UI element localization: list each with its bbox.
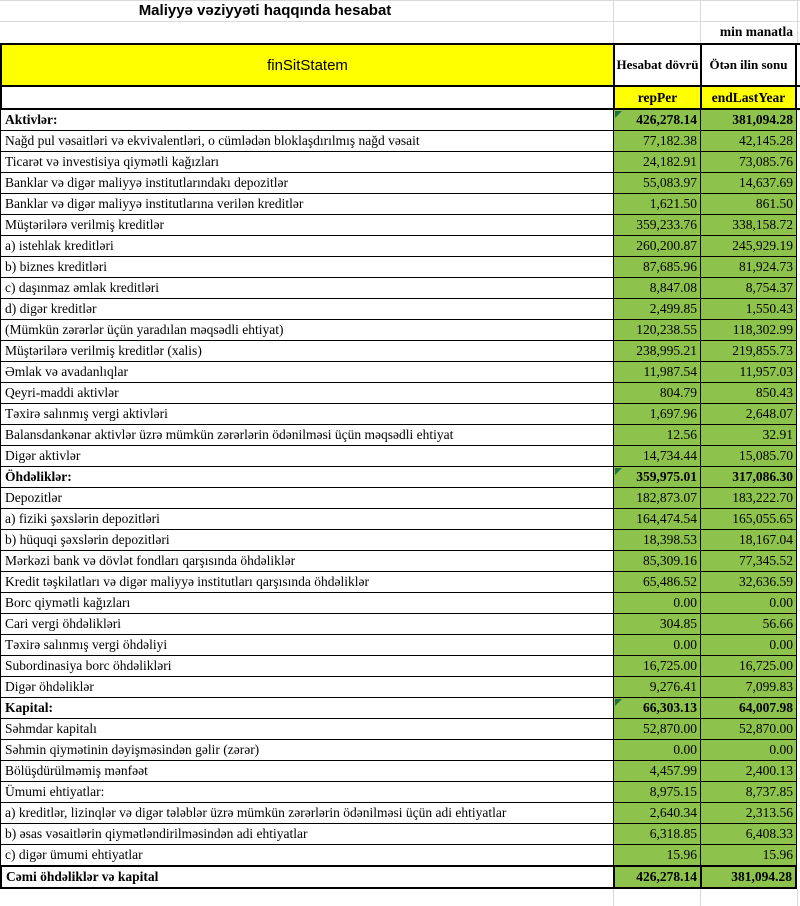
cell-flag-triangle-icon: [615, 699, 622, 706]
row-value-end-last-year[interactable]: [700, 425, 797, 446]
table-row: [0, 236, 800, 257]
cell-value: 73,085.76: [739, 154, 793, 169]
table-row: [0, 278, 800, 299]
row-label-cell[interactable]: Müştərilərə verilmiş kreditlər: [0, 215, 613, 236]
row-value-reporting-period[interactable]: [613, 257, 700, 278]
cell-value: 64,007.98: [739, 700, 793, 715]
table-row: [0, 446, 800, 467]
row-label-cell[interactable]: (Mümkün zərərlər üçün yaradılan məqsədli ehtiyat): [0, 320, 613, 341]
row-value-reporting-period[interactable]: [613, 761, 700, 782]
row-value-reporting-period[interactable]: [613, 614, 700, 635]
row-label-cell[interactable]: Digər öhdəliklər: [0, 677, 613, 698]
cell-value: 32,636.59: [739, 574, 793, 589]
row-value-end-last-year[interactable]: [700, 446, 797, 467]
cell-value: 1,621.50: [649, 196, 697, 211]
cell-value: 0.00: [673, 595, 697, 610]
cell-value: 12.56: [666, 427, 697, 442]
cell-value: 0.00: [769, 595, 793, 610]
row-value-end-last-year[interactable]: [700, 803, 797, 824]
table-row: [0, 341, 800, 362]
row-value-end-last-year[interactable]: [700, 740, 797, 761]
row-label-cell[interactable]: c) digər ümumi ehtiyatlar: [0, 845, 613, 866]
cell-value: 1,550.43: [745, 301, 793, 316]
row-value-reporting-period[interactable]: [613, 656, 700, 677]
cell-value: 9,276.41: [649, 679, 697, 694]
cell-value: 7,099.83: [745, 679, 793, 694]
table-row: [0, 152, 800, 173]
table-row: [0, 425, 800, 446]
row-value-reporting-period[interactable]: [613, 194, 700, 215]
row-value-reporting-period[interactable]: [613, 572, 700, 593]
row-value-end-last-year[interactable]: [700, 509, 797, 530]
row-label-cell[interactable]: Cəmi öhdəliklər və kapital: [0, 866, 613, 889]
row-value-reporting-period[interactable]: [613, 530, 700, 551]
table-row: [0, 110, 800, 131]
cell-value: 245,929.19: [732, 238, 793, 253]
row-value-reporting-period[interactable]: [613, 488, 700, 509]
cell-value: 0.00: [673, 742, 697, 757]
row-value-reporting-period[interactable]: [613, 173, 700, 194]
table-row: [0, 677, 800, 698]
cell-value: 4,457.99: [649, 763, 697, 778]
row-value-end-last-year[interactable]: [700, 845, 797, 866]
cell-value: 42,145.28: [739, 133, 793, 148]
table-row: [0, 194, 800, 215]
row-value-end-last-year[interactable]: [700, 341, 797, 362]
table-body: [0, 110, 800, 889]
row-label-cell[interactable]: c) daşınmaz əmlak kreditləri: [0, 278, 613, 299]
row-label-cell[interactable]: Mərkəzi bank və dövlət fondları qarşısında öhdəliklər: [0, 551, 613, 572]
cell-value: 14,637.69: [739, 175, 793, 190]
row-value-end-last-year[interactable]: [700, 278, 797, 299]
row-label-cell[interactable]: Müştərilərə verilmiş kreditlər (xalis): [0, 341, 613, 362]
cell-value: 165,055.65: [732, 511, 793, 526]
row-value-end-last-year[interactable]: [700, 383, 797, 404]
row-label-cell[interactable]: Subordinasiya borc öhdəlikləri: [0, 656, 613, 677]
cell-value: 260,200.87: [636, 238, 697, 253]
row-label-cell[interactable]: b) əsas vəsaitlərin qiymətləndirilməsindən adi ehtiyatlar: [0, 824, 613, 845]
row-value-end-last-year[interactable]: [700, 677, 797, 698]
cell-value: 6,318.85: [649, 826, 697, 841]
row-label-cell[interactable]: Nağd pul vəsaitləri və ekvivalentləri, o cümlədən bloklaşdırılmış nağd vəsait: [0, 131, 613, 152]
column-header-reporting-period[interactable]: Hesabat dövrü: [613, 45, 700, 85]
table-row: [0, 614, 800, 635]
cell-value: 56.66: [762, 616, 793, 631]
row-label-cell[interactable]: Banklar və digər maliyyə institutlarındakı depozitlər: [0, 173, 613, 194]
row-value-end-last-year[interactable]: [700, 404, 797, 425]
table-row: [0, 404, 800, 425]
cell-value: 381,094.28: [732, 112, 793, 127]
table-row: [0, 173, 800, 194]
row-value-reporting-period[interactable]: [613, 740, 700, 761]
cell-value: 359,233.76: [636, 217, 697, 232]
row-label-cell[interactable]: Qeyri-maddi aktivlər: [0, 383, 613, 404]
row-value-reporting-period[interactable]: [613, 845, 700, 866]
table-row: [0, 593, 800, 614]
cell-value: 85,309.16: [643, 553, 697, 568]
row-label-cell[interactable]: Öhdəliklər:: [0, 467, 613, 488]
cell-value: 381,094.28: [731, 869, 792, 884]
cell-value: 6,408.33: [745, 826, 793, 841]
row-label-cell[interactable]: Aktivlər:: [0, 110, 613, 131]
cell-value: 2,400.13: [745, 763, 793, 778]
row-value-reporting-period[interactable]: [613, 299, 700, 320]
cell-value: 66,303.13: [643, 700, 697, 715]
row-label-cell[interactable]: Depozitlər: [0, 488, 613, 509]
row-label-cell[interactable]: Ticarət və investisiya qiymətli kağızları: [0, 152, 613, 173]
cell-value: 804.79: [659, 385, 697, 400]
row-value-end-last-year[interactable]: [700, 656, 797, 677]
row-label-cell[interactable]: Əmlak və avadanlıqlar: [0, 362, 613, 383]
row-value-reporting-period[interactable]: [613, 677, 700, 698]
row-label-cell[interactable]: Səhmin qiymətinin dəyişməsindən gəlir (zərər): [0, 740, 613, 761]
row-value-end-last-year[interactable]: [700, 614, 797, 635]
row-label-cell[interactable]: Təxirə salınmış vergi aktivləri: [0, 404, 613, 425]
table-row: [0, 845, 800, 866]
table-row: [0, 299, 800, 320]
row-value-reporting-period[interactable]: [613, 425, 700, 446]
cell-value: 77,182.38: [643, 133, 697, 148]
table-row: [0, 740, 800, 761]
cell-value: 120,238.55: [636, 322, 697, 337]
row-value-reporting-period[interactable]: [613, 635, 700, 656]
row-value-reporting-period[interactable]: [613, 152, 700, 173]
table-row: [0, 803, 800, 824]
column-header-end-last-year[interactable]: Ötən ilin sonu: [700, 45, 797, 85]
form-code-cell[interactable]: finSitStatem: [0, 45, 613, 85]
row-value-reporting-period[interactable]: [613, 236, 700, 257]
row-label-cell[interactable]: Kapital:: [0, 698, 613, 719]
unit-note: min manatla: [719, 24, 793, 39]
table-row: [0, 257, 800, 278]
table-row: [0, 551, 800, 572]
cell-value: 8,847.08: [649, 280, 697, 295]
cell-value: 0.00: [769, 637, 793, 652]
cell-value: 183,222.70: [732, 490, 793, 505]
row-value-reporting-period[interactable]: [613, 131, 700, 152]
table-row: [0, 383, 800, 404]
row-value-end-last-year[interactable]: [700, 719, 797, 740]
row-label-cell[interactable]: a) kreditlər, lizinqlər və digər tələblər üzrə mümkün zərərlərin ödənilməsi üçün adi ehtiyatlar: [0, 803, 613, 824]
cell-value: 1,697.96: [649, 406, 697, 421]
row-value-end-last-year[interactable]: [700, 761, 797, 782]
cell-value: 426,278.14: [636, 112, 697, 127]
cell-value: 238,995.21: [636, 343, 697, 358]
row-label-cell[interactable]: d) digər kreditlər: [0, 299, 613, 320]
cell-value: 2,640.34: [649, 805, 697, 820]
row-label-cell[interactable]: Cari vergi öhdəlikləri: [0, 614, 613, 635]
row-value-reporting-period[interactable]: [613, 278, 700, 299]
row-label-cell[interactable]: b) biznes kreditləri: [0, 257, 613, 278]
row-value-reporting-period[interactable]: [613, 362, 700, 383]
cell-value: 0.00: [769, 742, 793, 757]
row-value-end-last-year[interactable]: [700, 257, 797, 278]
row-value-end-last-year[interactable]: [700, 215, 797, 236]
cell-value: 426,278.14: [636, 869, 697, 884]
cell-value: 55,083.97: [643, 175, 697, 190]
cell-value: 18,398.53: [643, 532, 697, 547]
table-row: [0, 467, 800, 488]
page-title: Maliyyə vəziyyəti haqqında hesabat: [138, 2, 392, 19]
row-label-cell[interactable]: Bölüşdürülməmiş mənfəət: [0, 761, 613, 782]
cell-value: 11,957.03: [739, 364, 793, 379]
row-value-end-last-year[interactable]: [700, 866, 797, 889]
table-row: [0, 488, 800, 509]
table-row: [0, 635, 800, 656]
table-code-row: [0, 87, 800, 110]
row-value-end-last-year[interactable]: [700, 488, 797, 509]
row-value-end-last-year[interactable]: [700, 131, 797, 152]
row-value-reporting-period[interactable]: [613, 341, 700, 362]
cell-value: 164,474.54: [636, 511, 697, 526]
table-row: [0, 782, 800, 803]
row-value-reporting-period[interactable]: [613, 383, 700, 404]
row-label-cell[interactable]: Kredit təşkilatları və digər maliyyə institutları qarşısında öhdəliklər: [0, 572, 613, 593]
gridline: [797, 889, 798, 906]
row-label-cell[interactable]: Səhmdar kapitalı: [0, 719, 613, 740]
row-value-end-last-year[interactable]: [700, 173, 797, 194]
row-value-end-last-year[interactable]: [700, 782, 797, 803]
blank-cell[interactable]: [0, 87, 613, 108]
table-row: [0, 530, 800, 551]
cell-value: 118,302.99: [732, 322, 793, 337]
row-value-reporting-period[interactable]: [613, 698, 700, 719]
cell-flag-triangle-icon: [615, 468, 622, 475]
cell-value: 32.91: [762, 427, 793, 442]
row-label-cell[interactable]: Banklar və digər maliyyə institutlarına verilən kreditlər: [0, 194, 613, 215]
row-value-reporting-period[interactable]: [613, 803, 700, 824]
cell-value: 8,737.85: [745, 784, 793, 799]
table-row: [0, 698, 800, 719]
table-row: [0, 656, 800, 677]
cell-value: 219,855.73: [732, 343, 793, 358]
row-label-cell[interactable]: a) fiziki şəxslərin depozitləri: [0, 509, 613, 530]
row-value-reporting-period[interactable]: [613, 320, 700, 341]
cell-value: 16,725.00: [643, 658, 697, 673]
table-row: [0, 320, 800, 341]
cell-value: 338,158.72: [732, 217, 793, 232]
row-value-end-last-year[interactable]: [700, 362, 797, 383]
row-value-end-last-year[interactable]: [700, 698, 797, 719]
row-value-end-last-year[interactable]: [700, 110, 797, 131]
cell-value: 18,167.04: [739, 532, 793, 547]
row-value-end-last-year[interactable]: [700, 194, 797, 215]
row-value-end-last-year[interactable]: [700, 572, 797, 593]
cell-value: 81,924.73: [739, 259, 793, 274]
table-header-row: [0, 43, 800, 87]
row-value-reporting-period[interactable]: [613, 509, 700, 530]
row-value-end-last-year[interactable]: [700, 530, 797, 551]
cell-value: 24,182.91: [643, 154, 697, 169]
cell-value: 77,345.52: [739, 553, 793, 568]
cell-value: 304.85: [659, 616, 697, 631]
gridline: [613, 889, 614, 906]
row-value-reporting-period[interactable]: [613, 824, 700, 845]
unit-row: [0, 22, 800, 43]
cell-value: 850.43: [755, 385, 793, 400]
cell-value: 8,975.15: [649, 784, 697, 799]
cell-value: 15,085.70: [739, 448, 793, 463]
row-value-end-last-year[interactable]: [700, 635, 797, 656]
row-value-reporting-period[interactable]: [613, 467, 700, 488]
cell-value: 65,486.52: [643, 574, 697, 589]
table-row: [0, 572, 800, 593]
cell-value: 52,870.00: [643, 721, 697, 736]
cell-value: 8,754.37: [745, 280, 793, 295]
cell-value: 2,499.85: [649, 301, 697, 316]
row-label-cell[interactable]: Balansdankənar aktivlər üzrə mümkün zərərlərin ödənilməsi üçün məqsədli ehtiyat: [0, 425, 613, 446]
row-label-cell[interactable]: a) istehlak kreditləri: [0, 236, 613, 257]
cell-value: 359,975.01: [636, 469, 697, 484]
row-value-reporting-period[interactable]: [613, 551, 700, 572]
gridline: [700, 889, 701, 906]
row-label-cell[interactable]: Təxirə salınmış vergi öhdəliyi: [0, 635, 613, 656]
table-row: [0, 131, 800, 152]
row-value-reporting-period[interactable]: [613, 866, 700, 889]
cell-value: 2,313.56: [745, 805, 793, 820]
table-row: [0, 362, 800, 383]
title-row: [0, 0, 800, 22]
cell-value: 15.96: [666, 847, 697, 862]
cell-value: 11,987.54: [643, 364, 697, 379]
row-value-end-last-year[interactable]: [700, 152, 797, 173]
row-label-cell[interactable]: Ümumi ehtiyatlar:: [0, 782, 613, 803]
row-value-end-last-year[interactable]: [700, 320, 797, 341]
cell-value: 317,086.30: [732, 469, 793, 484]
cell-value: 15.96: [762, 847, 793, 862]
row-value-end-last-year[interactable]: [700, 467, 797, 488]
cell-value: 2,648.07: [745, 406, 793, 421]
cell-value: 0.00: [673, 637, 697, 652]
row-label-cell[interactable]: Digər aktivlər: [0, 446, 613, 467]
cell-flag-triangle-icon: [615, 111, 622, 118]
table-row: [0, 866, 800, 889]
row-value-reporting-period[interactable]: [613, 110, 700, 131]
table-row: [0, 215, 800, 236]
cell-value: 52,870.00: [739, 721, 793, 736]
column-code-endlastyear[interactable]: endLastYear: [700, 87, 797, 108]
row-value-reporting-period[interactable]: [613, 782, 700, 803]
row-value-reporting-period[interactable]: [613, 719, 700, 740]
cell-value: 16,725.00: [739, 658, 793, 673]
row-value-reporting-period[interactable]: [613, 215, 700, 236]
row-value-end-last-year[interactable]: [700, 593, 797, 614]
table-row: [0, 761, 800, 782]
row-value-reporting-period[interactable]: [613, 404, 700, 425]
table-row: [0, 509, 800, 530]
row-value-reporting-period[interactable]: [613, 593, 700, 614]
table-row: [0, 719, 800, 740]
cell-value: 861.50: [755, 196, 793, 211]
row-value-end-last-year[interactable]: [700, 824, 797, 845]
row-value-end-last-year[interactable]: [700, 551, 797, 572]
cell-value: 87,685.96: [643, 259, 697, 274]
cell-value: 182,873.07: [636, 490, 697, 505]
row-value-reporting-period[interactable]: [613, 446, 700, 467]
row-value-end-last-year[interactable]: [700, 299, 797, 320]
row-value-end-last-year[interactable]: [700, 236, 797, 257]
row-label-cell[interactable]: b) hüquqi şəxslərin depozitləri: [0, 530, 613, 551]
cell-value: 14,734.44: [643, 448, 697, 463]
row-label-cell[interactable]: Borc qiymətli kağızları: [0, 593, 613, 614]
table-row: [0, 824, 800, 845]
column-code-repper[interactable]: repPer: [613, 87, 700, 108]
